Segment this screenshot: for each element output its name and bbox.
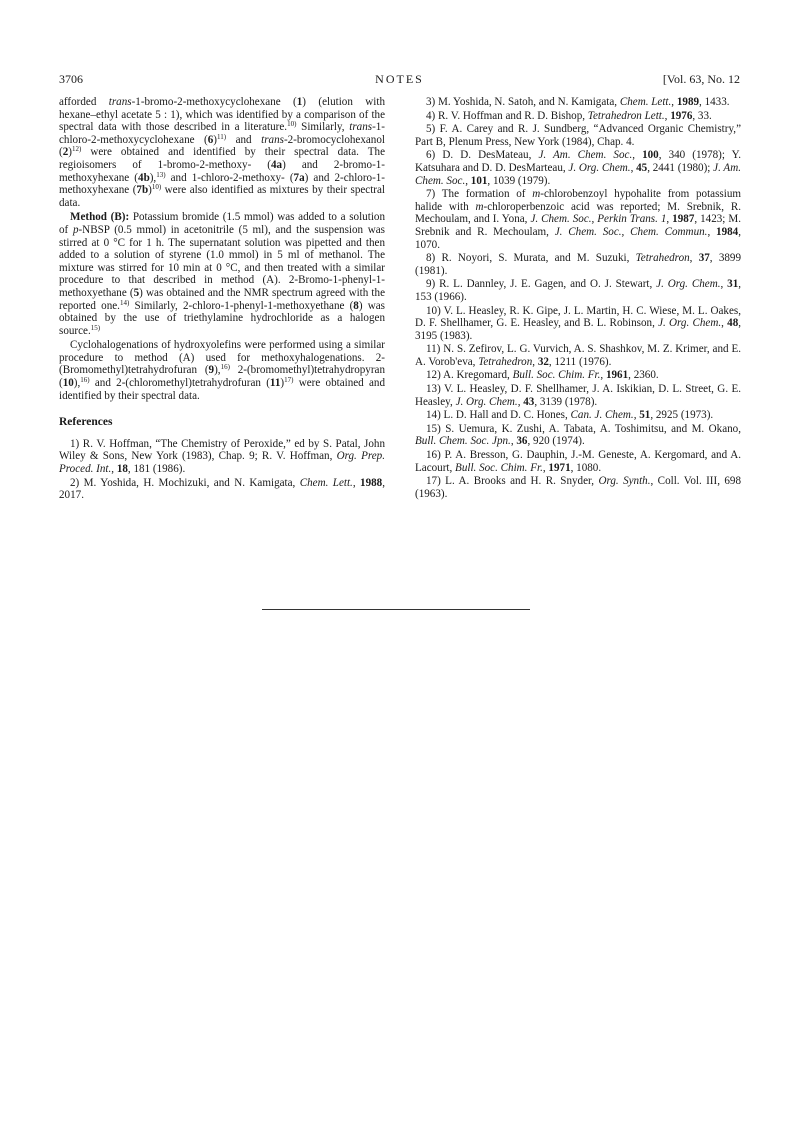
text-run: 31 — [727, 278, 739, 291]
citation-marker: 16) — [220, 363, 230, 372]
text-run: J. Am. Chem. Soc. — [538, 149, 633, 162]
reference-item — [415, 252, 741, 277]
text-run: 10 — [62, 377, 74, 390]
text-run: 48 — [727, 317, 739, 330]
reference-item — [415, 449, 741, 474]
citation-marker: 11) — [217, 132, 227, 141]
text-run: 6) D. D. DesMateau, — [426, 149, 539, 162]
citation-marker: 17) — [284, 376, 294, 385]
citation-marker: 15) — [90, 323, 101, 332]
text-run: J. Org. Chem. — [656, 278, 721, 291]
text-run: , Coll. Vol. III, 698 (1963). — [415, 475, 742, 500]
text-run: ), — [214, 364, 221, 377]
text-run: , — [720, 278, 728, 291]
reference-item — [415, 369, 741, 382]
text-run: 10) V. L. Heasley, R. K. Gipe, J. L. Martin, H. C. Wiese, M. L. Oakes, D. F. Shellhamer, G. E. Heasley, and B. L. Robinson, — [415, 304, 741, 330]
text-run: J. Chem. Soc., Chem. Commun. — [554, 225, 708, 238]
text-run: J. Org. Chem. — [455, 395, 518, 408]
text-run: , 3139 (1978). — [534, 395, 598, 408]
citation-marker: 10) — [151, 183, 162, 192]
page-number: 3706 — [59, 72, 83, 86]
text-run: 51 — [639, 409, 651, 422]
text-run: 1 — [296, 96, 303, 108]
text-run: , — [465, 174, 471, 187]
text-run: 4) R. V. Hoffman and R. D. Bishop, — [426, 109, 588, 122]
text-run: 1989 — [676, 96, 700, 108]
text-run: 11) N. S. Zefirov, L. G. Vurvich, A. S. Shashkov, M. Z. Krimer, and E. A. Vorob'eva, — [415, 343, 741, 368]
citation-marker: 14) — [119, 298, 130, 307]
text-run: , 1433. — [699, 96, 730, 108]
text-run: 101 — [470, 174, 488, 187]
text-run: 7a — [293, 171, 305, 184]
cyclohalogenation-paragraph — [59, 339, 385, 402]
text-run: trans — [108, 96, 132, 108]
text-run: , — [630, 161, 637, 174]
text-run: ) and 2-chloro-1-methoxyhexane ( — [59, 171, 386, 197]
text-run: , 1070. — [415, 225, 741, 251]
text-run: , — [666, 213, 673, 226]
text-run: Similarly, 2-chloro-1-phenyl-1-methoxyethane ( — [129, 299, 354, 312]
text-run: 1988 — [360, 476, 383, 489]
method-b-paragraph — [59, 211, 385, 337]
text-run: 7b — [136, 184, 149, 197]
text-run: , 153 (1966). — [415, 278, 742, 303]
text-run: and 1-chloro-2-methoxy- ( — [165, 171, 294, 184]
text-run: -1-chloro-2-methoxycyclohexane ( — [59, 121, 385, 146]
text-run: ) (elution with hexane–ethyl acetate 5 : 1), which was identified by a comparison of the spectral data with those described in a literature. — [59, 96, 385, 134]
text-run: 100 — [642, 149, 659, 162]
text-run: , — [111, 463, 117, 476]
text-run: ), — [73, 377, 81, 390]
text-run: were obtained and identified by their spectral data. — [59, 377, 386, 402]
text-run: -1-bromo-2-methoxycyclohexane ( — [131, 96, 297, 108]
text-run: J. Org. Chem. — [568, 161, 631, 174]
text-run: 17) L. A. Brooks and H. R. Snyder, — [426, 475, 599, 488]
reference-item — [415, 278, 741, 303]
text-run: , 3899 (1981). — [415, 252, 742, 277]
text-run: trans — [349, 121, 373, 134]
reference-item — [415, 123, 741, 148]
reference-list — [59, 438, 385, 502]
citation-marker: 16) — [80, 376, 90, 385]
text-run: J. Chem. Soc., Perkin Trans. 1 — [530, 213, 667, 226]
citation-marker: 12) — [71, 145, 82, 154]
text-run: , 181 (1986). — [127, 463, 186, 476]
text-run: , 1423; M. Srebnik and R. Mechoulam, — [415, 213, 741, 238]
text-run: Can. J. Chem. — [570, 409, 634, 422]
text-run: Bull. Soc. Chim. Fr. — [512, 369, 601, 382]
text-run: , — [689, 252, 699, 265]
text-run: , — [633, 409, 640, 422]
text-run: , — [542, 461, 549, 474]
text-run: ) was obtained and the NMR spectrum agreed with the reported one. — [59, 286, 385, 312]
references-heading: References — [59, 416, 113, 429]
text-run: 9) R. L. Dannley, J. E. Gagen, and O. J. Stewart, — [426, 278, 657, 291]
reference-item — [415, 343, 741, 368]
text-run: , 33. — [692, 109, 712, 122]
text-run: afforded — [59, 96, 109, 108]
text-run: 6 — [207, 133, 214, 146]
reference-item — [415, 188, 741, 251]
text-run: 7) The formation of — [426, 188, 533, 201]
text-run: 16) P. A. Bresson, G. Dauphin, J.-M. Geneste, A. Kergomard, and A. Lacourt, — [415, 449, 741, 474]
left-column — [59, 96, 385, 503]
text-run: 18 — [116, 463, 128, 476]
reference-item — [415, 475, 741, 500]
text-run: Bull. Chem. Soc. Jpn. — [415, 435, 511, 448]
text-run: 4a — [271, 158, 283, 171]
reference-item — [59, 477, 385, 502]
text-run: , — [664, 109, 671, 122]
text-run: J. Am. Chem. Soc. — [415, 161, 741, 187]
text-run: were obtained and identified by their spectral data. The regioisomers of 1-bromo-2-methoxy- ( — [59, 146, 385, 171]
text-run: m — [532, 188, 541, 201]
text-run: 12) A. Kregomard, — [426, 369, 513, 382]
text-run: 1976 — [670, 109, 693, 122]
reference-item — [59, 438, 385, 476]
text-run: , 920 (1974). — [527, 435, 585, 448]
text-run: , — [532, 355, 538, 368]
text-run: , 2441 (1980); — [647, 161, 714, 174]
text-run: , — [671, 96, 677, 108]
text-run: , 1080. — [570, 461, 602, 474]
text-run: 14) L. D. Hall and D. C. Hones, — [426, 409, 571, 422]
text-run: J. Org. Chem. — [658, 317, 722, 330]
text-run: Chem. Lett. — [299, 476, 353, 489]
section-title: NOTES — [375, 72, 424, 86]
text-run: Tetrahedron Lett. — [587, 109, 665, 122]
text-run: 8 — [353, 299, 359, 312]
text-run: 1971 — [548, 461, 571, 474]
reference-item — [415, 423, 741, 448]
text-run: , — [632, 149, 643, 162]
text-run: trans — [261, 133, 284, 146]
text-run: ) — [213, 133, 217, 146]
text-run: p — [72, 223, 79, 236]
text-run: 11 — [269, 377, 281, 390]
text-run: 43 — [523, 395, 535, 408]
text-run: , — [517, 395, 524, 408]
text-run: Potassium bromide (1.5 mmol) was added to a solution of — [59, 211, 385, 236]
text-run: Chem. Lett. — [619, 96, 672, 108]
text-run: 37 — [698, 252, 710, 265]
text-run: 2-(bromomethyl)tetrahydropyran ( — [59, 364, 385, 390]
text-run: ) — [148, 184, 152, 197]
text-run: -NBSP (0.5 mmol) in acetonitrile (5 ml), and the suspension was stirred at 0 °C for 1 h. The supernatant solution was pipetted and then added to a solution of styrene (1.0 mmol) in 5 ml of methanol. The mixture was stirred for 10 min at 0 °C, and then treated with a similar procedure to that described in method (A). 2-Bromo-1-phenyl-1-methoxyethane ( — [59, 223, 386, 299]
text-run: m — [475, 200, 484, 213]
text-run: 45 — [636, 161, 648, 174]
text-run: , — [707, 225, 717, 238]
text-run: Tetrahedron — [478, 355, 533, 368]
text-run: -2-bromocyclohexanol ( — [59, 133, 385, 159]
text-run: , 2360. — [628, 369, 659, 382]
text-run: , 3195 (1983). — [415, 317, 742, 342]
text-run: , — [600, 369, 606, 382]
text-run: 13) V. L. Heasley, D. F. Shellhamer, J. A. Iskikian, D. L. Street, G. E. Heasley, — [415, 383, 741, 408]
text-run: Bull. Soc. Chim. Fr. — [455, 461, 543, 474]
reference-item — [415, 409, 741, 422]
reference-item — [415, 305, 741, 343]
text-run: 3) M. Yoshida, N. Satoh, and N. Kamigata, — [426, 96, 620, 108]
text-run: , 1039 (1979). — [487, 174, 551, 187]
reference-list — [415, 96, 741, 500]
text-run: 9 — [208, 364, 215, 377]
text-run: ) — [280, 377, 285, 390]
text-run: Method (B): — [70, 211, 130, 224]
text-run: 36 — [516, 435, 528, 448]
citation-marker: 13) — [156, 170, 166, 179]
text-run: , — [510, 435, 517, 448]
text-run: Tetrahedron — [635, 252, 690, 265]
reference-item — [415, 383, 741, 408]
text-run: 1) R. V. Hoffman, “The Chemistry of Peroxide,” ed by S. Patal, John Wiley & Sons, New York (1983), Chap. 9; R. V. Hoffman, — [59, 437, 385, 463]
text-run: ) — [68, 146, 72, 159]
text-run: 1984 — [716, 225, 739, 238]
text-run: 2 — [62, 146, 69, 159]
text-run: 1987 — [672, 213, 695, 226]
text-run: , — [721, 317, 728, 330]
body-paragraph — [59, 96, 385, 209]
text-run: Cyclohalogenations of hydroxyolefins were performed using a similar procedure to method (A) used for methoxyhalogenations. 2-(Bromomethyl)tetrahydrofuran ( — [59, 339, 385, 377]
text-run: , 2925 (1973). — [650, 409, 714, 422]
text-run: , — [352, 476, 361, 489]
volume-info: [Vol. 63, No. 12 — [662, 72, 740, 86]
citation-marker: 10) — [287, 120, 297, 129]
text-run: 1961 — [605, 369, 629, 382]
text-run: Org. Prep. Proced. Int. — [59, 450, 385, 476]
text-run: ) was obtained by the use of triethylamine hydrochloride as a halogen source. — [59, 299, 385, 337]
text-run: 32 — [537, 355, 549, 368]
running-header — [59, 72, 740, 88]
text-run: ), — [149, 171, 157, 184]
text-run: 5) F. A. Carey and R. J. Sundberg, “Advanced Organic Chemistry,” Part B, Plenum Press, New York (1984), Chap. 4. — [415, 123, 741, 148]
text-run: -chlorobenzoyl hypohalite from potassium halide with — [415, 188, 742, 213]
text-run: , 1211 (1976). — [548, 355, 612, 368]
reference-item — [415, 149, 741, 187]
text-run: and 2-(chloromethyl)tetrahydrofuran ( — [89, 377, 270, 390]
text-run: 4b — [138, 171, 150, 184]
text-run: , 2017. — [59, 476, 385, 502]
text-run: , 340 (1978); Y. Katsuhara and D. D. DesMarteau, — [415, 149, 741, 174]
right-column — [415, 96, 741, 501]
text-run: Similarly, — [296, 121, 350, 134]
text-run: 2) M. Yoshida, H. Mochizuki, and N. Kamigata, — [70, 476, 300, 489]
text-run: 5 — [133, 286, 140, 299]
reference-item — [415, 110, 741, 123]
text-run: -chloroperbenzoic acid was reported; M. Srebnik, R. Mechoulam, and I. Yona, — [415, 200, 741, 226]
end-rule — [262, 609, 530, 610]
text-run: were also identified as mixtures by their spectral data. — [59, 184, 386, 209]
text-run: 15) S. Uemura, K. Zushi, A. Tabata, A. Toshimitsu, and M. Okano, — [426, 422, 741, 435]
text-run: Org. Synth. — [598, 475, 651, 488]
text-run: ) and 2-bromo-1-methoxyhexane ( — [59, 158, 386, 184]
text-run: and — [226, 133, 262, 146]
reference-item — [415, 96, 741, 109]
text-run: 8) R. Noyori, S. Murata, and M. Suzuki, — [426, 252, 636, 265]
